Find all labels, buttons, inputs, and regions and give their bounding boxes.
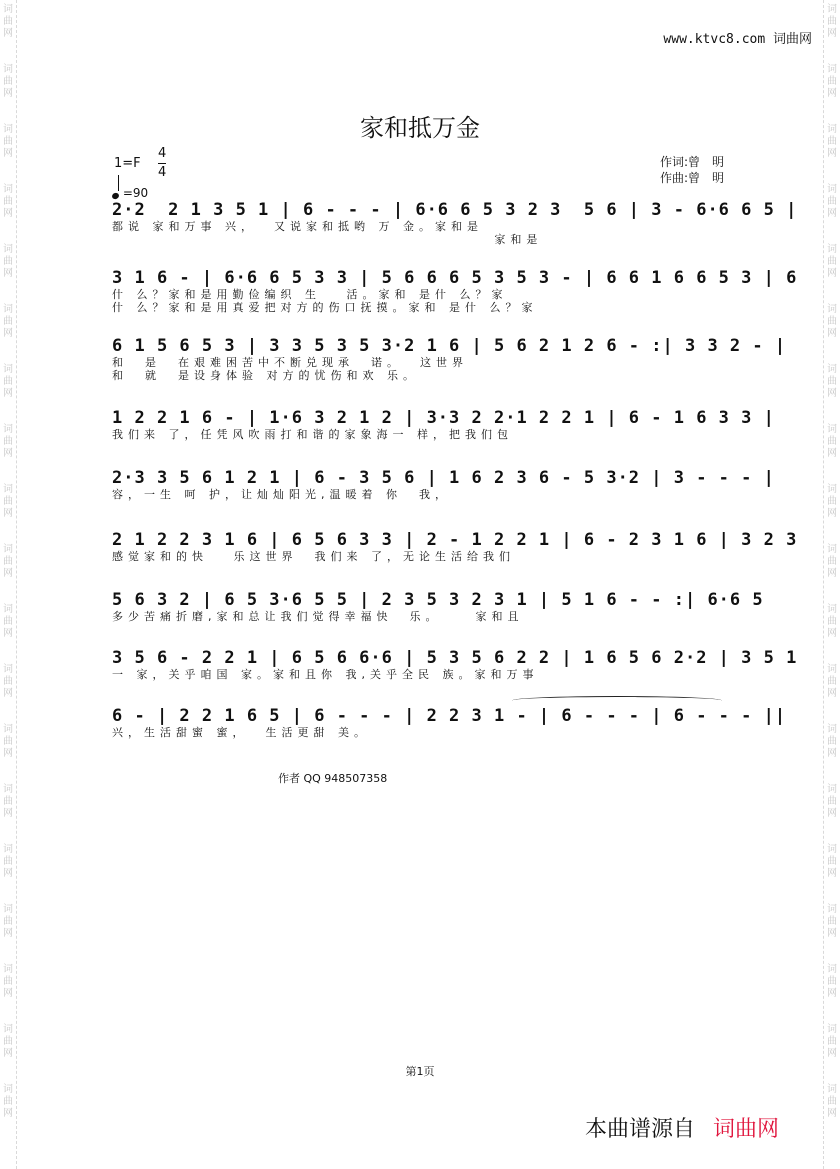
system-notes: 3 5 6 - 2 2 1 | 6 5 6 6·6 | 5 3 5 6 2 2 | 1 6 5 6 2·2 | 3 5 1 — [112, 648, 798, 668]
time-signature — [158, 146, 166, 181]
quarter-note-icon — [111, 192, 120, 200]
system-6 — [112, 530, 798, 563]
system-notes: 2 1 2 2 3 1 6 | 6 5 6 3 3 | 2 - 1 2 2 1 | 6 - 2 3 1 6 | 3 2 3 — [112, 530, 798, 550]
watermark-text: 词 曲 网 — [3, 364, 13, 399]
system-3 — [112, 336, 787, 382]
watermark-text: 词 曲 网 — [3, 604, 13, 639]
watermark-text: 词 曲 网 — [827, 424, 837, 459]
right-watermark-strip — [823, 0, 840, 1169]
watermark-text: 词 曲 网 — [3, 424, 13, 459]
watermark-text: 词 曲 网 — [3, 484, 13, 519]
source-brand-link[interactable]: 词曲网 — [713, 1117, 780, 1142]
system-notes: 1 2 2 1 6 - | 1·6 3 2 1 2 | 3·3 2 2·1 2 2 1 | 6 - 1 6 3 3 | — [112, 408, 775, 428]
page-number: 第1页 — [405, 1065, 435, 1078]
watermark-text: 词 曲 网 — [827, 724, 837, 759]
site-url[interactable]: www.ktvc8.com 词曲网 — [663, 32, 812, 47]
system-lyric-2: 和 就 是设身体验 对方的忧伤和欢 乐。 — [112, 369, 419, 382]
watermark-text: 词 曲 网 — [827, 784, 837, 819]
system-lyric-1: 都说 家和万事 兴， 又说家和抵哟 万 金。家和是 — [112, 220, 483, 233]
key-signature: 1=F — [114, 156, 141, 171]
system-lyric-2: 家和是 — [112, 233, 543, 246]
watermark-text: 词 曲 网 — [3, 724, 13, 759]
system-1 — [112, 200, 798, 246]
watermark-text: 词 曲 网 — [3, 64, 13, 99]
system-7 — [112, 590, 762, 623]
system-lyric-1: 和 是 在艰难困苦中不断兑现承 诺。 这世界 — [112, 356, 468, 369]
system-8 — [112, 648, 798, 681]
watermark-text: 词 曲 网 — [827, 1024, 837, 1059]
watermark-text: 词 曲 网 — [827, 4, 837, 39]
watermark-text: 词 曲 网 — [3, 544, 13, 579]
watermark-text: 词 曲 网 — [827, 544, 837, 579]
system-lyric-1: 感觉家和的快 乐这世界 我们来 了，无论生活给我们 — [112, 550, 515, 563]
system-notes: 6 - | 2 2 1 6 5 | 6 - - - | 2 2 3 1 - | 6 - - - | 6 - - - || — [112, 706, 787, 726]
source-credit — [585, 1112, 779, 1143]
watermark-text: 词 曲 网 — [3, 904, 13, 939]
system-2 — [112, 268, 798, 314]
watermark-text: 词 曲 网 — [3, 844, 13, 879]
left-watermark-strip — [0, 0, 17, 1169]
watermark-text: 词 曲 网 — [3, 4, 13, 39]
watermark-text: 词 曲 网 — [827, 364, 837, 399]
watermark-text: 词 曲 网 — [827, 604, 837, 639]
watermark-text: 词 曲 网 — [3, 244, 13, 279]
system-lyric-1: 我们来 了，任凭风吹雨打和谐的家象海一 样，把我们包 — [112, 428, 513, 441]
watermark-text: 词 曲 网 — [827, 64, 837, 99]
system-lyric-2: 什 么？家和是用真爱把对方的伤口抚摸。家和 是什 么？家 — [112, 301, 538, 314]
system-notes: 6 1 5 6 5 3 | 3 3 5 3 5 3·2 1 6 | 5 6 2 1 2 6 - :| 3 3 2 - | — [112, 336, 787, 356]
lyricist-credit: 作词:曾 明 — [660, 155, 725, 169]
source-prefix: 本曲谱源自 — [585, 1117, 696, 1142]
watermark-text: 词 曲 网 — [827, 904, 837, 939]
watermark-text: 词 曲 网 — [3, 124, 13, 159]
time-top: 4 — [158, 146, 167, 161]
watermark-text: 词 曲 网 — [827, 844, 837, 879]
system-4 — [112, 408, 775, 441]
tempo-value: =90 — [122, 186, 149, 200]
tempo-marking — [112, 181, 148, 200]
watermark-text: 词 曲 网 — [827, 304, 837, 339]
system-notes: 5 6 3 2 | 6 5 3·6 5 5 | 2 3 5 3 2 3 1 | 5 1 6 - - :| 6·6 5 — [112, 590, 764, 610]
system-lyric-1: 兴，生活甜蜜 蜜， 生活更甜 美。 — [112, 726, 370, 739]
watermark-text: 词 曲 网 — [3, 184, 13, 219]
time-bottom: 4 — [158, 165, 167, 180]
watermark-text: 词 曲 网 — [827, 964, 837, 999]
watermark-text: 词 曲 网 — [827, 1084, 837, 1119]
watermark-text: 词 曲 网 — [3, 784, 13, 819]
watermark-text: 词 曲 网 — [827, 484, 837, 519]
system-lyric-1: 多少苦痛折磨,家和总让我们觉得幸福快 乐。 家和且 — [112, 610, 524, 623]
watermark-text: 词 曲 网 — [3, 964, 13, 999]
system-lyric-1: 容，一生 呵 护，让灿灿阳光,温暖着 你 我， — [112, 488, 451, 501]
watermark-text: 词 曲 网 — [3, 664, 13, 699]
author-contact: 作者 QQ 948507358 — [278, 772, 388, 785]
watermark-text: 词 曲 网 — [827, 184, 837, 219]
watermark-text: 词 曲 网 — [827, 124, 837, 159]
system-notes: 2·3 3 5 6 1 2 1 | 6 - 3 5 6 | 1 6 2 3 6 - 5 3·2 | 3 - - - | — [112, 468, 775, 488]
watermark-text: 词 曲 网 — [3, 304, 13, 339]
composer-credit: 作曲:曾 明 — [660, 171, 725, 185]
watermark-text: 词 曲 网 — [3, 1084, 13, 1119]
system-notes: 3 1 6 - | 6·6 6 5 3 3 | 5 6 6 6 5 3 5 3 - | 6 6 1 6 6 5 3 | 6 — [112, 268, 798, 288]
song-title: 家和抵万金 — [360, 114, 480, 142]
system-5 — [112, 468, 775, 501]
tie-arc — [512, 696, 722, 705]
watermark-text: 词 曲 网 — [827, 664, 837, 699]
watermark-text: 词 曲 网 — [3, 1024, 13, 1059]
system-notes: 2·2 2 1 3 5 1 | 6 - - - | 6·6 6 5 3 2 3 5 6 | 3 - 6·6 6 5 | — [112, 200, 798, 220]
system-lyric-1: 什 么？家和是用勤俭编织 生 活。家和 是什 么？家 — [112, 288, 508, 301]
system-9 — [112, 706, 787, 739]
system-lyric-1: 一 家，关乎咱国 家。家和且你 我,关乎全民 族。家和万事 — [112, 668, 539, 681]
watermark-text: 词 曲 网 — [827, 244, 837, 279]
